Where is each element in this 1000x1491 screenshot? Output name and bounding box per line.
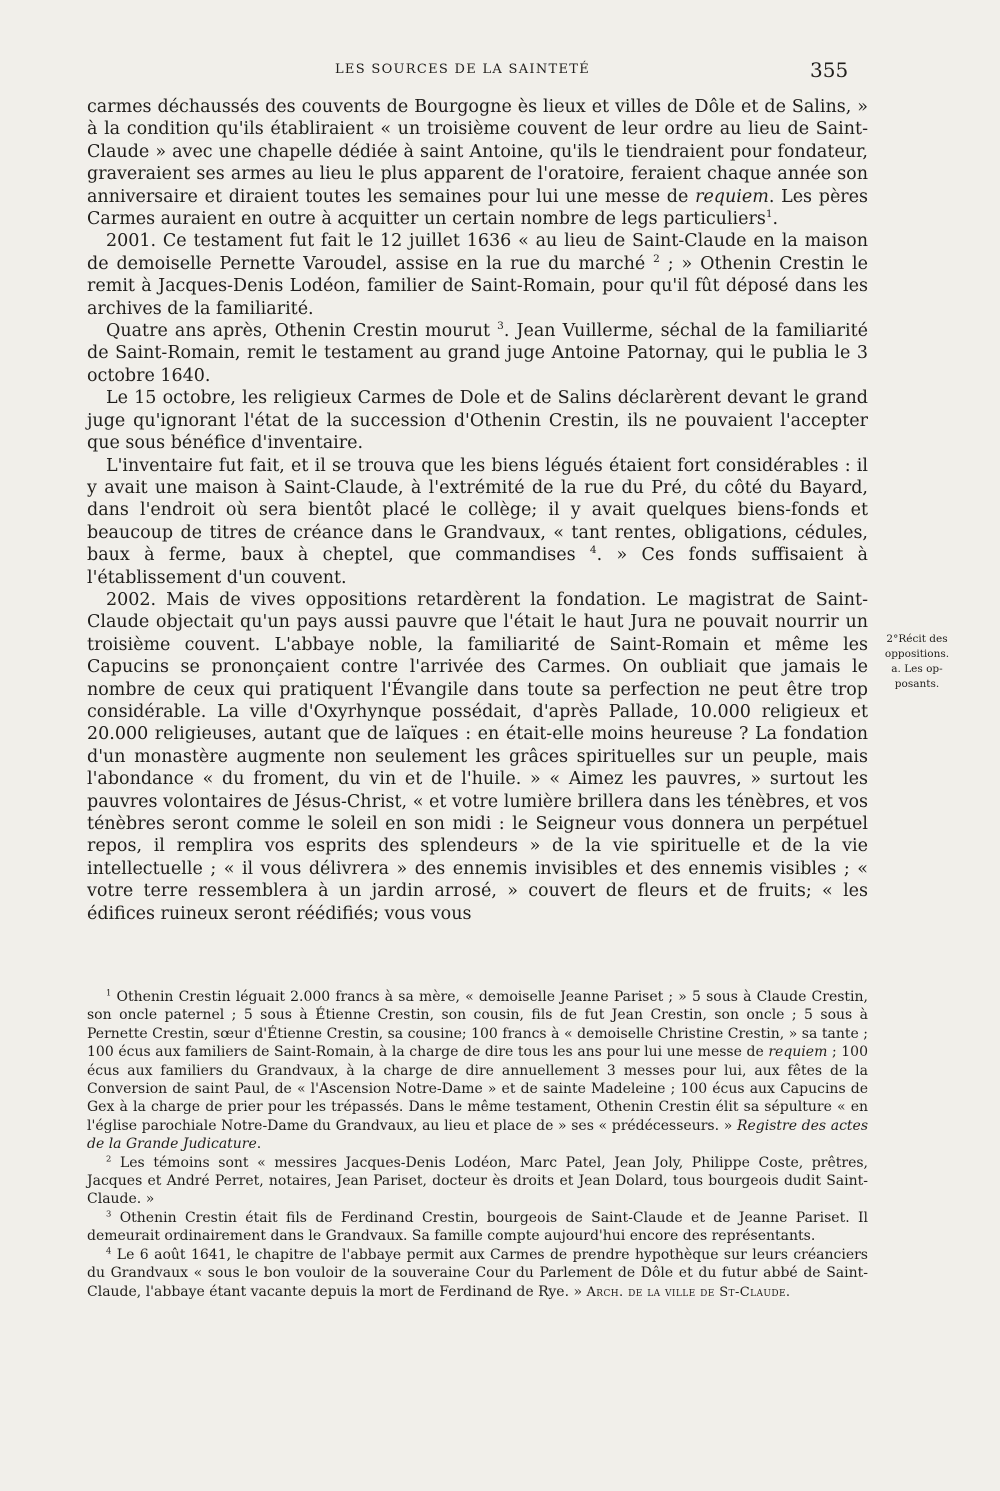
paragraph-2001 xyxy=(87,230,868,320)
footnote-1-number: 1 xyxy=(106,987,112,998)
paragraph-3 xyxy=(87,320,868,387)
footnote-ref-4: 4 xyxy=(589,544,597,557)
paragraph-5 xyxy=(87,455,868,589)
footnote-1 xyxy=(87,988,868,1154)
footnote-4-text: Le 6 août 1641, le chapitre de l'abbaye permit aux Carmes de prendre hypothèque sur leurs créanciers du Grandvaux « sous le bon vouloir de la souveraine Cour du Parlement de Dôle et du futur abbé de Saint-Claude, l'abbaye étant vacante depuis la mort de Ferdinand de Rye. » xyxy=(87,1246,868,1300)
margin-note-line-1: 2°Récit des xyxy=(886,633,948,645)
footnote-ref-1: 1 xyxy=(765,208,773,221)
page-number: 355 xyxy=(810,58,849,82)
paragraph-1-dot: . xyxy=(772,209,779,230)
paragraph-2001-text: 2001. Ce testament fut fait le 12 juillet 1636 « au lieu de Saint-Claude en la maison de demoiselle Pernette Varoudel, assise en la rue du marché xyxy=(87,231,868,274)
footnote-ref-2: 2 xyxy=(653,253,660,266)
paragraph-3-text: Quatre ans après, Othenin Crestin mourut xyxy=(106,321,491,342)
footnote-ref-3: 3 xyxy=(497,320,504,333)
footnote-1-text-b: ; 100 écus aux familiers du Grandvaux, à la charge de dire annuellement 3 messes pour lui, aux fêtes de la Conversion de saint Paul, de « l'Ascension Notre-Dame » et de sainte Madeleine ; 100 écus aux Capucins de Gex à la charge de prier pour les trépassés. Dans le même testament, Othenin Crestin élit sa sépulture « en l'église parochiale Notre-Dame du Grandvaux, au lieu et place de » ses « prédécesseurs. » xyxy=(87,1044,868,1134)
margin-note-line-4: posants. xyxy=(894,678,940,690)
footnote-1-text: Othenin Crestin léguait 2.000 francs à sa mère, « demoiselle Jeanne Pariset ; » 5 sous à Claude Crestin, son oncle paternel ; 5 sous à Étienne Crestin, son cousin, fils de fut Jean Crestin, son oncle ; 5 sous à Pernette Crestin, sœur d'Étienne Crestin, sa cousine; 100 francs à « demoiselle Christine Crestin, » sa tante ; 100 écus aux familiers de Saint-Romain, à la charge de dire tous les ans pour lui une messe de xyxy=(87,989,868,1061)
footnote-4-source: Arch. de la ville de St-Claude. xyxy=(586,1284,791,1300)
footnote-1-end: . xyxy=(256,1136,262,1153)
paragraph-1-requiem: requiem xyxy=(695,186,769,207)
paragraph-3-end: . Jean Vuillerme, séchal de la familiarité de Saint-Romain, remit le testament au grand juge Antoine Patornay, qui le publia le 3 octobre 1640. xyxy=(87,321,868,386)
running-title: LES SOURCES DE LA SAINTETÉ xyxy=(335,62,591,77)
footnote-2 xyxy=(87,1154,868,1209)
footnote-1-requiem: requiem xyxy=(768,1044,828,1061)
footnote-3-number: 3 xyxy=(106,1208,112,1219)
footnote-1-source: Registre des actes de la Grande Judicature xyxy=(87,1117,869,1153)
footnotes xyxy=(87,988,868,1302)
paragraph-5-end: . » Ces fonds suffisaient à l'établissement d'un couvent. xyxy=(87,545,868,588)
margin-note-line-3: a. Les op- xyxy=(891,663,943,675)
footnote-2-number: 2 xyxy=(106,1153,112,1163)
footnote-3 xyxy=(87,1209,868,1246)
running-head xyxy=(0,58,1000,88)
paragraph-2002: 2002. Mais de vives oppositions retardèrent la fondation. Le magistrat de Saint-Claude objectait qu'un pays aussi pauvre que l'était le haut Jura ne pouvait nourrir un troisième couvent. L'abbaye noble, la familiarité de Saint-Romain et même les Capucins se prononçaient contre l'arrivée des Carmes. On oubliait que jamais le nombre de ceux qui pratiquent l'Évangile dans toute sa perfection ne peut être trop considérable. La ville d'Oxyrhynque possédait, d'après Pallade, 10.000 religieux et 20.000 religieuses, autant que de laïques : en était-elle moins heureuse ? La fondation d'un monastère augmente non seulement les grâces spirituelles sur un peuple, mais l'abondance « du froment, du vin et de l'huile. » « Aimez les pauvres, » surtout les pauvres volontaires de Jésus-Christ, « et votre lumière brillera dans les ténèbres, et vos ténèbres seront comme le soleil en son midi : le Seigneur vous donnera un perpétuel repos, il remplira vos esprits des splendeurs » de la vie spirituelle et de la vie intellectuelle ; « il vous délivrera » des ennemis invisibles et des ennemis visibles ; « votre terre ressemblera à un jardin arrosé, » couvert de fleurs et de fruits; « les édifices ruineux seront réédifiés; vous vous xyxy=(87,589,868,924)
footnote-2-text: Les témoins sont « messires Jacques-Denis Lodéon, Marc Patel, Jean Joly, Philippe Coste, prêtres, Jacques et André Perret, notaires, Jean Pariset, docteur ès droits et Jean Dolard, tous bourgeois dudit Saint-Claude. » xyxy=(87,1154,868,1208)
margin-note-line-2: oppositions. xyxy=(884,648,950,660)
paragraph-5-text: L'inventaire fut fait, et il se trouva que les biens légués étaient fort considérables : il y avait une maison à Saint-Claude, à l'extrémité de la rue du Pré, du côté du Bayard, dans l'endroit où sera bientôt placé le collège; il y avait quelques biens-fonds et beaucoup de titres de créance dans le Grandvaux, « tant rentes, obligations, cédules, baux à ferme, baux à cheptel, que commandises xyxy=(87,455,868,566)
footnote-3-text: Othenin Crestin était fils de Ferdinand Crestin, bourgeois de Saint-Claude et de Jeanne Pariset. Il demeurait ordinairement dans le Grandvaux. Sa famille compte aujourd'hui encore des représentants. xyxy=(87,1209,868,1245)
paragraph-1 xyxy=(87,96,868,230)
paragraph-2001-end: ; » Othenin Crestin le remit à Jacques-Denis Lodéon, familier de Saint-Romain, pour qu'il fût déposé dans les archives de la familiarité. xyxy=(87,253,868,319)
margin-note xyxy=(882,632,952,692)
footnote-4-number: 4 xyxy=(106,1245,112,1256)
paragraph-1-text: carmes déchaussés des couvents de Bourgogne ès lieux et villes de Dôle et de Salins, » à la condition qu'ils établiraient « un troisième couvent de leur ordre au lieu de Saint-Claude » avec une chapelle dédiée à saint Antoine, qu'ils le tiendraient pour fondateur, graveraient ses armes au lieu le plus apparent de l'oratoire, feraient chaque année son anniversaire et diraient toutes les semaines pour lui une messe de xyxy=(87,97,868,207)
body-text xyxy=(87,96,868,925)
paragraph-4: Le 15 octobre, les religieux Carmes de Dole et de Salins déclarèrent devant le grand juge qu'ignorant l'état de la succession d'Othenin Crestin, ils ne pouvaient l'accepter que sous bénéfice d'inventaire. xyxy=(87,388,868,454)
paragraph-1-end: . Les pères Carmes auraient en outre à acquitter un certain nombre de legs particuliers xyxy=(87,186,868,230)
footnote-4 xyxy=(87,1246,868,1302)
